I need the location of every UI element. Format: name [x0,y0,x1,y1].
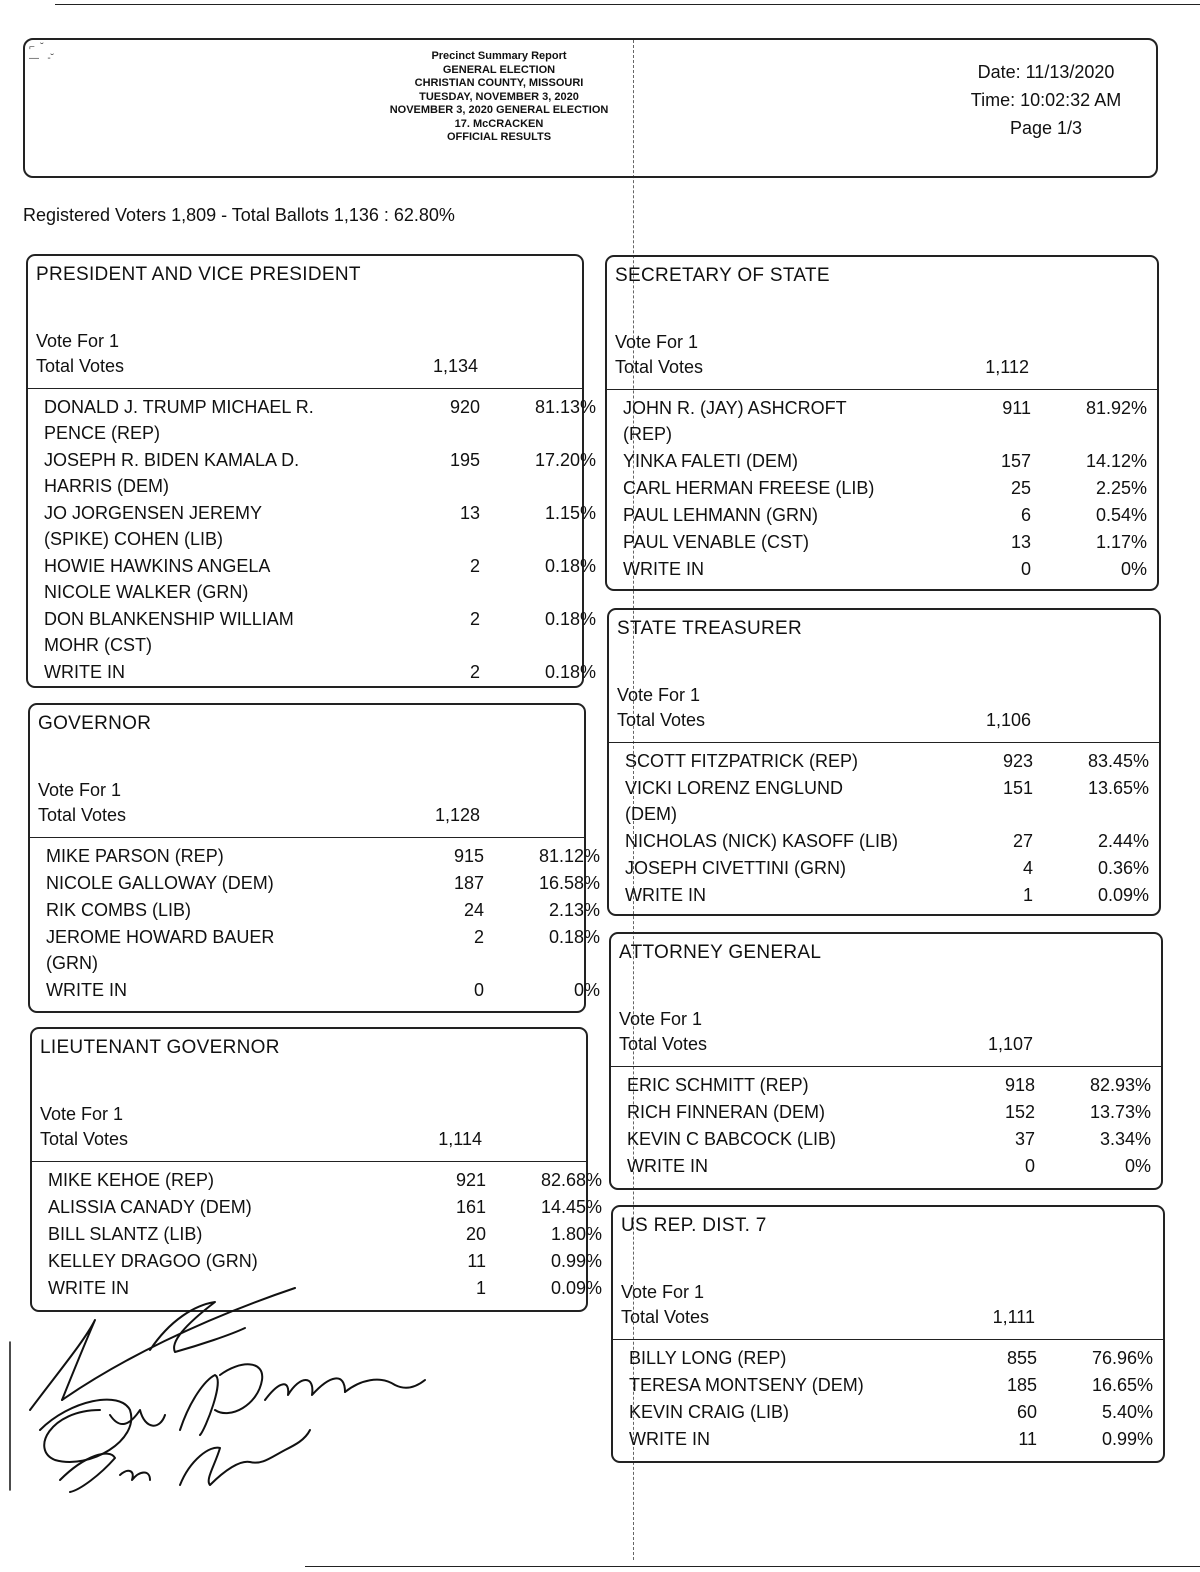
candidate-name [44,500,262,552]
candidate-name-line: DONALD J. TRUMP MICHAEL R. [44,397,314,417]
contest-title: LIEUTENANT GOVERNOR [40,1037,280,1058]
contest-title: US REP. DIST. 7 [621,1215,767,1236]
header-divider [28,388,582,389]
candidate-name-line: KEVIN CRAIG (LIB) [629,1402,790,1422]
candidate-name [46,977,127,1003]
candidate-name-line: (GRN) [46,953,98,973]
candidate-name-line: BILLY LONG (REP) [629,1348,787,1368]
contest-title: STATE TREASURER [617,618,803,639]
candidate-votes: 1 [475,1278,486,1298]
candidate-percent: 2.25% [1095,478,1147,498]
candidate-name [625,855,846,881]
candidate-votes: 918 [1004,1075,1035,1095]
contest-governor [28,703,600,1013]
election-title: NOVEMBER 3, 2020 GENERAL ELECTION [389,104,609,116]
candidate-name-line: PAUL VENABLE (CST) [623,532,810,552]
candidate-votes: 2 [469,609,480,629]
candidate-votes: 152 [1004,1102,1035,1122]
candidate-votes: 60 [1016,1402,1037,1422]
candidate-name [44,606,294,658]
candidate-name [46,870,274,896]
candidate-votes: 4 [1022,858,1033,878]
candidate-votes: 11 [467,1251,486,1271]
candidate-name [629,1426,710,1452]
candidate-percent: 0% [573,980,600,1000]
candidate-votes: 6 [1020,505,1031,525]
total-votes-label: Total Votes [619,1034,708,1054]
total-votes-label: Total Votes [36,356,125,376]
candidate-name-line: WRITE IN [629,1429,710,1449]
candidate-percent: 82.68% [540,1170,602,1190]
candidate-name-line: JOSEPH R. BIDEN KAMALA D. [44,450,300,470]
contest-secretary-of-state [605,255,1159,591]
report-meta [946,58,1146,142]
candidate-percent: 81.12% [538,846,600,866]
candidate-name-line: HARRIS (DEM) [44,476,169,496]
candidate-name-line: MIKE PARSON (REP) [46,846,224,866]
candidate-percent: 0% [1124,1156,1151,1176]
candidate-name [46,897,191,923]
candidate-name-line: NICHOLAS (NICK) KASOFF (LIB) [625,831,899,851]
candidate-percent: 83.45% [1087,751,1149,771]
candidate-votes: 13 [459,503,480,523]
candidate-name-line: RIK COMBS (LIB) [46,900,192,920]
candidate-percent: 0.99% [550,1251,602,1271]
candidate-votes: 20 [465,1224,486,1244]
candidate-percent: 76.96% [1091,1348,1153,1368]
page-number: Page 1/3 [1009,118,1083,138]
candidate-votes: 151 [1002,778,1033,798]
bottom-rule [305,1566,1200,1567]
candidate-name-line: MIKE KEHOE (REP) [48,1170,215,1190]
total-votes-value: 1,134 [432,356,478,376]
candidate-percent: 0.18% [544,609,596,629]
candidate-percent: 3.34% [1099,1129,1151,1149]
county-name: CHRISTIAN COUNTY, MISSOURI [414,77,584,89]
candidate-percent: 14.12% [1085,451,1147,471]
candidate-percent: 0.09% [1097,885,1149,905]
vote-for-label: Vote For 1 [36,331,120,351]
candidate-name-line: (DEM) [625,804,677,824]
header-divider [609,742,1159,743]
candidate-name-line: PENCE (REP) [44,423,161,443]
results-status: OFFICIAL RESULTS [446,131,552,143]
candidate-name-line: WRITE IN [625,885,706,905]
candidate-name [625,828,898,854]
candidate-votes: 923 [1002,751,1033,771]
header-divider [611,1066,1161,1067]
candidate-name [44,553,270,605]
candidate-percent: 2.44% [1097,831,1149,851]
candidate-name [629,1372,864,1398]
candidate-votes: 915 [453,846,484,866]
candidate-votes: 161 [455,1197,486,1217]
candidate-name [48,1248,258,1274]
candidate-name-line: TERESA MONTSENY (DEM) [629,1375,864,1395]
candidate-name-line: JOSEPH CIVETTINI (GRN) [625,858,847,878]
total-votes-value: 1,114 [438,1129,482,1149]
candidate-name-line: VICKI LORENZ ENGLUND [625,778,844,798]
vote-for-label: Vote For 1 [621,1282,705,1302]
candidate-votes: 0 [1024,1156,1035,1176]
candidate-votes: 37 [1014,1129,1035,1149]
candidate-name [623,475,874,501]
candidate-name [627,1126,836,1152]
candidate-name-line: WRITE IN [623,559,704,579]
candidate-percent: 1.15% [544,503,596,523]
candidate-percent: 1.80% [550,1224,602,1244]
total-votes-value: 1,111 [992,1307,1035,1327]
contest-attorney-general [609,932,1163,1190]
candidate-name-line: KEVIN C BABCOCK (LIB) [627,1129,837,1149]
candidate-percent: 0.18% [548,927,600,947]
header-divider [30,837,584,838]
candidate-name [625,775,843,827]
candidate-percent: 13.73% [1089,1102,1151,1122]
candidate-percent: 0.54% [1095,505,1147,525]
election-name: GENERAL ELECTION [442,63,556,76]
contest-title: SECRETARY OF STATE [615,265,830,286]
candidate-name-line: JEROME HOWARD BAUER [46,927,275,947]
candidate-percent: 0.09% [550,1278,602,1298]
vote-for-label: Vote For 1 [619,1009,703,1029]
candidate-name-line: (SPIKE) COHEN (LIB) [44,529,224,549]
candidate-name [627,1072,809,1098]
candidate-percent: 1.17% [1095,532,1147,552]
candidate-percent: 17.20% [534,450,596,470]
candidate-name-line: WRITE IN [46,980,127,1000]
candidate-name [623,556,704,582]
candidate-name-line: ALISSIA CANADY (DEM) [48,1197,252,1217]
candidate-name [623,448,798,474]
candidate-percent: 16.65% [1091,1375,1153,1395]
vote-for-label: Vote For 1 [38,780,122,800]
candidate-name [629,1345,786,1371]
candidate-votes: 2 [469,662,480,682]
vote-for-label: Vote For 1 [617,685,701,705]
candidate-name-line: WRITE IN [48,1278,129,1298]
total-votes-value: 1,128 [434,805,480,825]
candidate-votes: 911 [1002,398,1031,418]
header-divider [607,389,1157,390]
candidate-votes: 13 [1010,532,1031,552]
candidate-percent: 0.18% [544,556,596,576]
contest-title: ATTORNEY GENERAL [619,942,822,963]
candidate-name [627,1153,708,1179]
contest-president [26,254,596,688]
candidate-percent: 16.58% [538,873,600,893]
report-header [23,38,1158,178]
candidate-votes: 185 [1006,1375,1037,1395]
candidate-name [44,394,314,446]
candidate-name [623,529,809,555]
candidate-name-line: HOWIE HAWKINS ANGELA [44,556,271,576]
candidate-votes: 1 [1022,885,1033,905]
candidate-percent: 0.36% [1097,858,1149,878]
candidate-votes: 0 [473,980,484,1000]
report-time: Time: 10:02:32 AM [970,90,1122,110]
total-votes-value: 1,107 [987,1034,1033,1054]
candidate-name-line: WRITE IN [44,662,125,682]
total-votes-label: Total Votes [38,805,127,825]
candidate-name [48,1167,214,1193]
candidate-name-line: YINKA FALETI (DEM) [623,451,799,471]
candidate-votes: 0 [1020,559,1031,579]
candidate-name [48,1221,202,1247]
candidate-percent: 13.65% [1087,778,1149,798]
candidate-name [629,1399,789,1425]
candidate-votes: 195 [449,450,480,470]
total-votes-label: Total Votes [621,1307,710,1327]
candidate-name-line: DON BLANKENSHIP WILLIAM [44,609,294,629]
official-signatures [0,1280,440,1510]
candidate-name [627,1099,825,1125]
vote-for-label: Vote For 1 [40,1104,124,1124]
scan-marks: ⌐ ˘ — -˘ [29,42,54,64]
candidate-name-line: JOHN R. (JAY) ASHCROFT [623,398,847,418]
candidate-percent: 82.93% [1089,1075,1151,1095]
candidate-name [625,748,858,774]
candidate-votes: 2 [469,556,480,576]
candidate-name [44,659,125,685]
top-rule [55,4,1200,5]
turnout-summary: Registered Voters 1,809 - Total Ballots 1,136 : 62.80% [23,205,455,225]
candidate-name-line: ERIC SCHMITT (REP) [627,1075,809,1095]
candidate-votes: 855 [1006,1348,1037,1368]
candidate-name [625,882,706,908]
report-title: Precinct Summary Report [431,50,567,62]
candidate-votes: 187 [453,873,484,893]
candidate-name-line: RICH FINNERAN (DEM) [627,1102,825,1122]
candidate-name [46,924,274,976]
total-votes-value: 1,106 [985,710,1031,730]
candidate-percent: 0.99% [1101,1429,1153,1449]
candidate-name-line: NICOLE WALKER (GRN) [44,582,249,602]
total-votes-label: Total Votes [615,357,704,377]
candidate-percent: 14.45% [540,1197,602,1217]
candidate-name-line: CARL HERMAN FREESE (LIB) [623,478,875,498]
total-votes-label: Total Votes [617,710,706,730]
candidate-name [623,502,818,528]
candidate-votes: 27 [1012,831,1033,851]
candidate-votes: 921 [455,1170,486,1190]
candidate-percent: 0% [1120,559,1147,579]
report-date: Date: 11/13/2020 [977,62,1115,82]
candidate-percent: 81.92% [1085,398,1147,418]
candidate-name [48,1194,252,1220]
vote-for-label: Vote For 1 [615,332,699,352]
contest-state-treasurer [607,608,1161,916]
candidate-name-line: PAUL LEHMANN (GRN) [623,505,819,525]
candidate-name [623,395,847,447]
candidate-votes: 24 [463,900,484,920]
candidate-percent: 2.13% [548,900,600,920]
total-votes-value: 1,112 [985,357,1029,377]
candidate-name [44,447,299,499]
contest-lieutenant-governor [30,1027,602,1312]
candidate-name-line: (REP) [623,424,672,444]
candidate-name-line: MOHR (CST) [44,635,152,655]
candidate-name-line: WRITE IN [627,1156,708,1176]
candidate-votes: 157 [1000,451,1031,471]
candidate-name-line: JO JORGENSEN JEREMY [44,503,263,523]
header-divider [613,1339,1163,1340]
candidate-votes: 25 [1010,478,1031,498]
candidate-name-line: BILL SLANTZ (LIB) [48,1224,203,1244]
precinct-name: 17. McCRACKEN [454,117,544,130]
contest-title: PRESIDENT AND VICE PRESIDENT [36,264,361,285]
candidate-name-line: SCOTT FITZPATRICK (REP) [625,751,858,771]
candidate-votes: 2 [473,927,484,947]
report-title-block [365,50,633,145]
candidate-votes: 11 [1018,1429,1037,1449]
candidate-name-line: NICOLE GALLOWAY (DEM) [46,873,274,893]
contest-title: GOVERNOR [38,713,152,734]
candidate-percent: 81.13% [534,397,596,417]
candidate-votes: 920 [449,397,480,417]
header-divider [32,1161,586,1162]
election-date: TUESDAY, NOVEMBER 3, 2020 [419,90,579,103]
candidate-name [46,843,224,869]
candidate-percent: 5.40% [1101,1402,1153,1422]
candidate-name-line: KELLEY DRAGOO (GRN) [48,1251,258,1271]
total-votes-label: Total Votes [40,1129,129,1149]
candidate-percent: 0.18% [544,662,596,682]
contest-us-rep-dist-7 [611,1205,1165,1463]
